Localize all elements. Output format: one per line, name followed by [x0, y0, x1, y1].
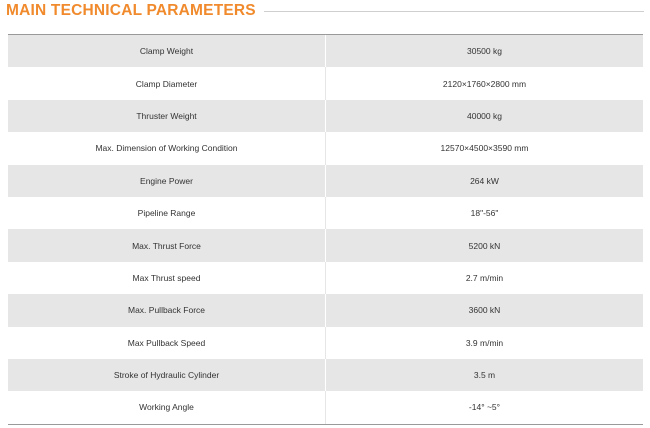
parameter-name: Working Angle — [8, 391, 326, 423]
table-row — [8, 229, 643, 261]
parameter-value: 30500 kg — [467, 46, 502, 57]
title-divider — [264, 11, 644, 12]
parameter-value: 18"-56" — [470, 208, 499, 219]
table-row — [8, 165, 643, 197]
parameter-name: Max. Dimension of Working Condition — [8, 132, 326, 164]
table-row — [8, 327, 643, 359]
parameter-value: 3.5 m — [473, 370, 496, 381]
parameters-table — [8, 34, 643, 425]
parameter-value: 12570×4500×3590 mm — [440, 143, 529, 154]
parameter-name: Max Pullback Speed — [8, 327, 326, 359]
table-row — [8, 359, 643, 391]
parameter-value: 40000 kg — [467, 110, 502, 121]
table-row — [8, 132, 643, 164]
parameter-value: 5200 kN — [468, 240, 501, 251]
parameter-name: Pipeline Range — [8, 197, 326, 229]
parameter-name: Clamp Diameter — [8, 67, 326, 99]
parameter-name: Engine Power — [8, 165, 326, 197]
parameter-name: Clamp Weight — [8, 35, 326, 67]
table-row — [8, 262, 643, 294]
table-row — [8, 197, 643, 229]
table-row — [8, 100, 643, 132]
parameter-value: -14° ~5° — [468, 402, 501, 413]
parameter-name: Max Thrust speed — [8, 262, 326, 294]
parameter-value: 3600 kN — [468, 305, 501, 316]
parameter-name: Stroke of Hydraulic Cylinder — [8, 359, 326, 391]
parameter-value: 2.7 m/min — [465, 272, 504, 283]
parameter-name: Max. Pullback Force — [8, 294, 326, 326]
parameter-name: Thruster Weight — [8, 100, 326, 132]
parameter-value: 2120×1760×2800 mm — [442, 78, 527, 89]
section-title: MAIN TECHNICAL PARAMETERS — [6, 2, 256, 19]
table-row — [8, 391, 643, 423]
table-row — [8, 294, 643, 326]
table-row — [8, 67, 643, 99]
parameter-value: 3.9 m/min — [465, 337, 504, 348]
parameter-value: 264 kW — [470, 175, 499, 186]
parameter-name: Max. Thrust Force — [8, 229, 326, 261]
table-row — [8, 35, 643, 67]
section-header — [6, 0, 644, 22]
